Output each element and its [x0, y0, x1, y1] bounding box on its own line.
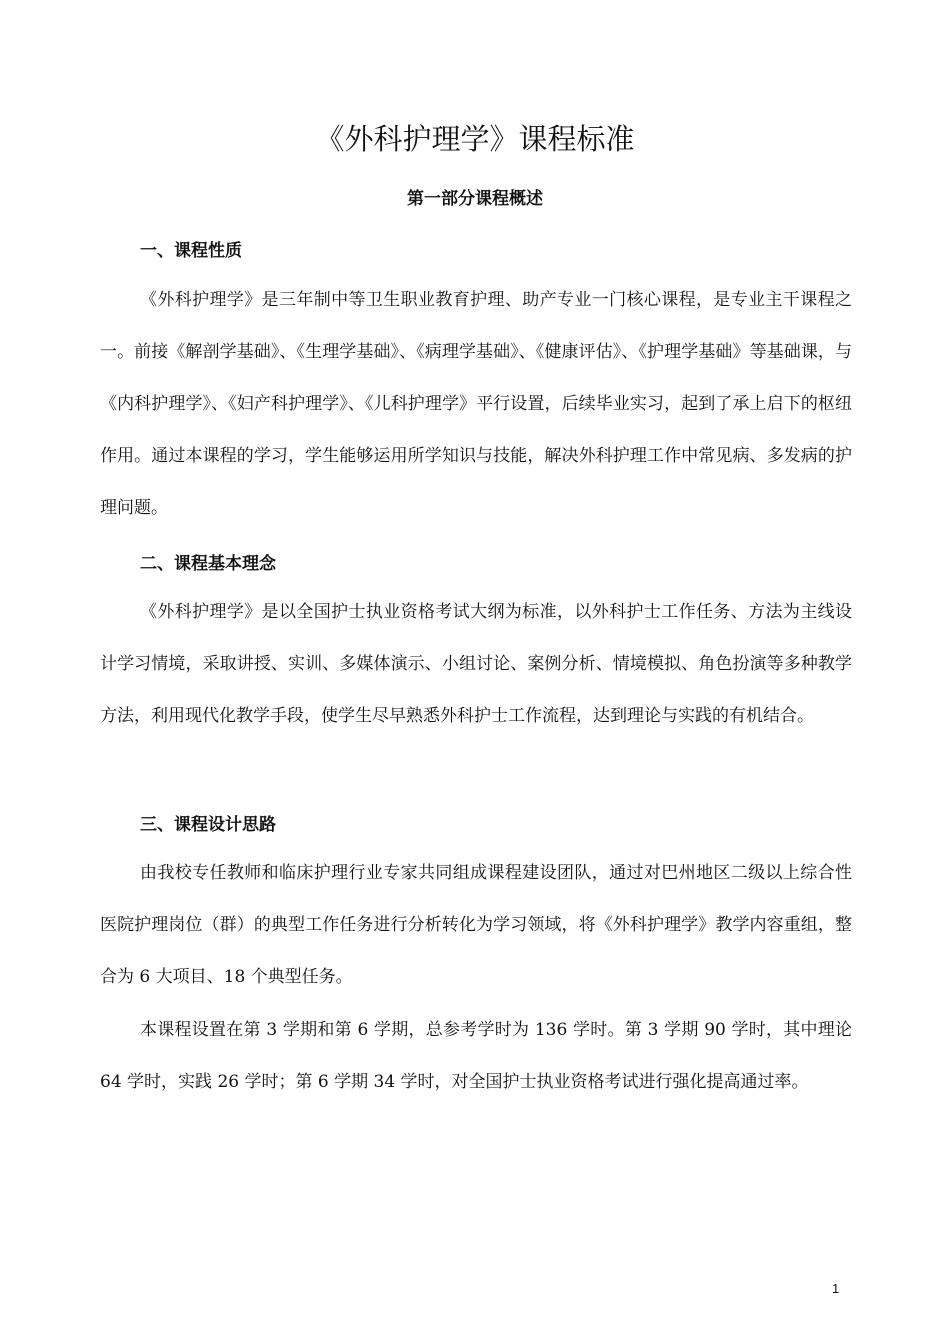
- section-heading-philosophy: 二、课程基本理念: [140, 554, 276, 574]
- page-number: 1: [832, 1281, 840, 1296]
- part-heading: 第一部分课程概述: [407, 189, 543, 209]
- paragraph-philosophy: 《外科护理学》是以全国护士执业资格考试大纲为标准，以外科护士工作任务、方法为主线设计学习情境，采取讲授、实训、多媒体演示、小组讨论、案例分析、情境模拟、角色扮演等多种教学方法，利用现代化教学手段，使学生尽早熟悉外科护士工作流程，达到理论与实践的有机结合。: [100, 602, 852, 726]
- document-title: 《外科护理学》课程标准: [315, 122, 635, 156]
- section-heading-design: 三、课程设计思路: [140, 815, 276, 835]
- paragraph-design-team: 由我校专任教师和临床护理行业专家共同组成课程建设团队，通过对巴州地区二级以上综合性医院护理岗位（群）的典型工作任务进行分析转化为学习领域，将《外科护理学》教学内容重组，整合为 6 大项目、18 个典型任务。: [100, 863, 852, 987]
- paragraph-nature: 《外科护理学》是三年制中等卫生职业教育护理、助产专业一门核心课程，是专业主干课程之一。前接《解剖学基础》、《生理学基础》、《病理学基础》、《健康评估》、《护理学基础》等基础课，与《内科护理学》、《妇产科护理学》、《儿科护理学》平行设置，后续毕业实习，起到了承上启下的枢纽作用。通过本课程的学习，学生能够运用所学知识与技能，解决外科护理工作中常见病、多发病的护理问题。: [100, 290, 852, 518]
- section-heading-nature: 一、课程性质: [140, 241, 242, 261]
- paragraph-design-hours: 本课程设置在第 3 学期和第 6 学期，总参考学时为 136 学时。第 3 学期 90 学时，其中理论 64 学时，实践 26 学时；第 6 学期 34 学时，对全国护士执业资格考试进行强化提高通过率。: [100, 1020, 852, 1092]
